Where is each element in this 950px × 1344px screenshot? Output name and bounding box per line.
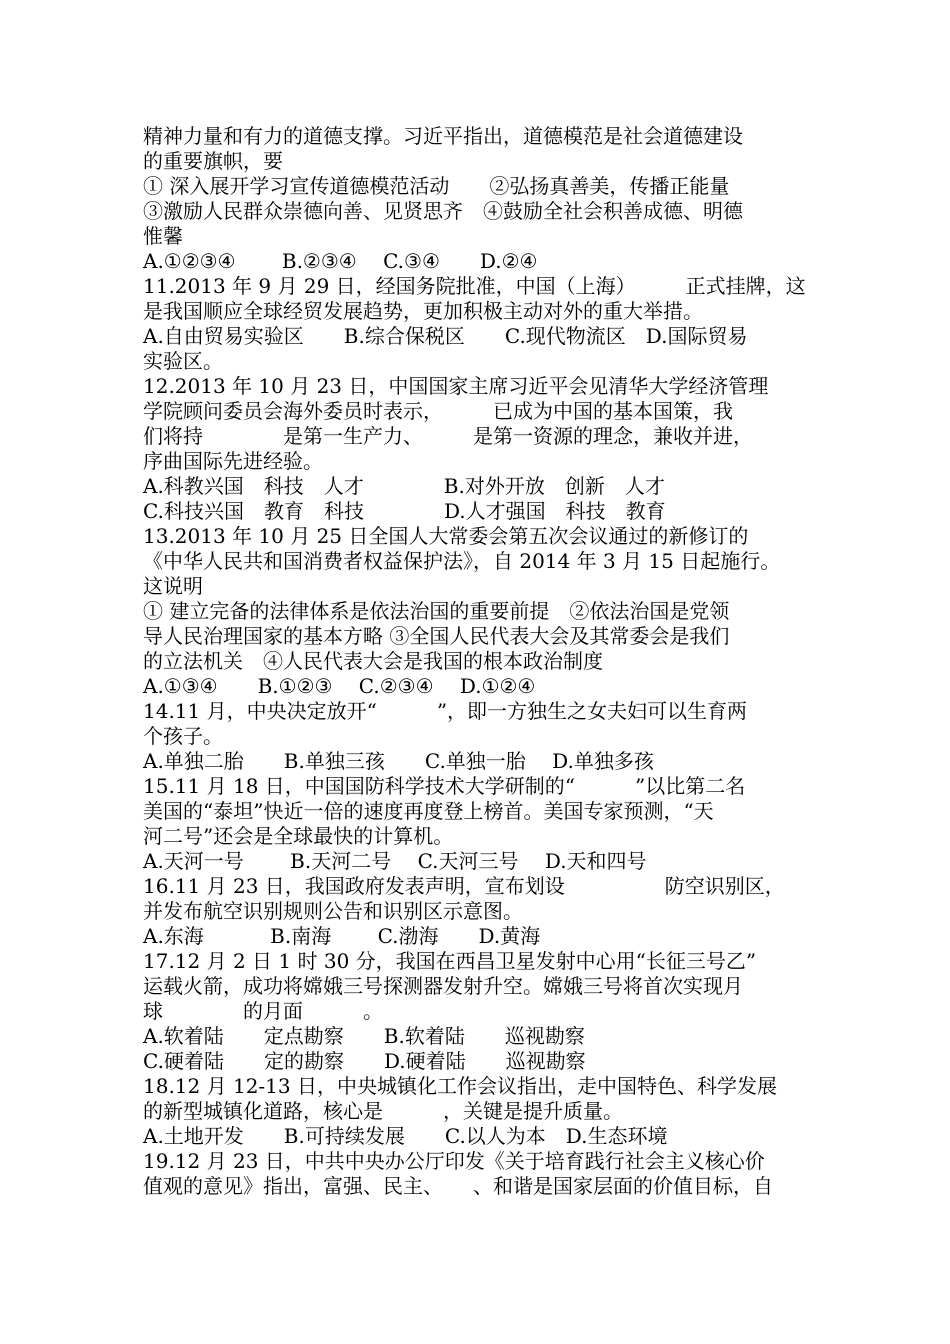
- text-line: 并发布航空识别规则公告和识别区示意图。: [143, 899, 523, 923]
- question-14: 14.11 月，中央决定放开“ ”，即一方独生之女夫妇可以生育两: [143, 699, 748, 723]
- answer-options: A.土地开发 B.可持续发展 C.以人为本 D.生态环境: [143, 1124, 668, 1148]
- question-18: 18.12 月 12-13 日，中央城镇化工作会议指出，走中国特色、科学发展: [143, 1074, 777, 1098]
- text-line: 实验区。: [143, 349, 223, 373]
- text-line: ① 深入展开学习宣传道德模范活动 ②弘扬真善美，传播正能量: [143, 174, 730, 198]
- text-line: ① 建立完备的法律体系是依法治国的重要前提 ②依法治国是党领: [143, 599, 730, 623]
- question-19: 19.12 月 23 日，中共中央办公厅印发《关于培育践行社会主义核心价: [143, 1149, 765, 1173]
- answer-options: A.自由贸易实验区 B.综合保税区 C.现代物流区 D.国际贸易: [143, 324, 748, 348]
- answer-options: A.天河一号 B.天河二号 C.天河三号 D.天和四号: [143, 849, 647, 873]
- text-line: 导人民治理国家的基本方略 ③全国人民代表大会及其常委会是我们: [143, 624, 730, 648]
- question-16: 16.11 月 23 日，我国政府发表声明，宣布划设 防空识别区，: [143, 874, 785, 898]
- text-line: 美国的“泰坦”快近一倍的速度再度登上榜首。美国专家预测，“天: [143, 799, 714, 823]
- answer-options: C.硬着陆 定的勘察 D.硬着陆 巡视勘察: [143, 1049, 586, 1073]
- text-line: 河二号”还会是全球最快的计算机。: [143, 824, 454, 848]
- answer-options: A.①③④ B.①②③ C.②③④ D.①②④: [143, 674, 536, 698]
- text-line: 这说明: [143, 574, 203, 598]
- answer-options: C.科技兴国 教育 科技 D.人才强国 科技 教育: [143, 499, 666, 523]
- question-15: 15.11 月 18 日，中国国防科学技术大学研制的“ ”以比第二名: [143, 774, 746, 798]
- text-line: 的立法机关 ④人民代表大会是我国的根本政治制度: [143, 649, 603, 673]
- question-17: 17.12 月 2 日 1 时 30 分，我国在西昌卫星发射中心用“长征三号乙”: [143, 949, 757, 973]
- text-line: 是我国顺应全球经贸发展趋势，更加积极主动对外的重大举措。: [143, 299, 703, 323]
- question-11: 11.2013 年 9 月 29 日，经国务院批准，中国（上海） 正式挂牌，这: [143, 274, 806, 298]
- text-line: 的新型城镇化道路，核心是 ，关键是提升质量。: [143, 1099, 623, 1123]
- text-line: 序曲国际先进经验。: [143, 449, 323, 473]
- answer-options: A.单独二胎 B.单独三孩 C.单独一胎 D.单独多孩: [143, 749, 654, 773]
- text-line: 《中华人民共和国消费者权益保护法》，自 2014 年 3 月 15 日起施行。: [143, 549, 781, 573]
- answer-options: A.科教兴国 科技 人才 B.对外开放 创新 人才: [143, 474, 665, 498]
- text-line: 精神力量和有力的道德支撑。习近平指出，道德模范是社会道德建设: [143, 124, 743, 148]
- question-13: 13.2013 年 10 月 25 日全国人大常委会第五次会议通过的新修订的: [143, 524, 749, 548]
- text-line: 们将持 是第一生产力、 是第一资源的理念，兼收并进，: [143, 424, 753, 448]
- answer-options: A.①②③④ B.②③④ C.③④ D.②④: [143, 249, 538, 273]
- text-line: 惟馨: [143, 224, 183, 248]
- text-line: 值观的意见》指出，富强、民主、 、和谐是国家层面的价值目标，自: [143, 1174, 773, 1198]
- text-line: 运载火箭，成功将嫦娥三号探测器发射升空。嫦娥三号将首次实现月: [143, 974, 743, 998]
- text-line: ③激励人民群众崇德向善、见贤思齐 ④鼓励全社会积善成德、明德: [143, 199, 743, 223]
- question-12: 12.2013 年 10 月 23 日，中国国家主席习近平会见清华大学经济管理: [143, 374, 769, 398]
- text-line: 球 的月面 。: [143, 999, 383, 1023]
- answer-options: A.软着陆 定点勘察 B.软着陆 巡视勘察: [143, 1024, 585, 1048]
- text-line: 学院顾问委员会海外委员时表示， 已成为中国的基本国策，我: [143, 399, 733, 423]
- text-line: 的重要旗帜，要: [143, 149, 283, 173]
- text-line: 个孩子。: [143, 724, 223, 748]
- document-page: [143, 124, 811, 1199]
- answer-options: A.东海 B.南海 C.渤海 D.黄海: [143, 924, 541, 948]
